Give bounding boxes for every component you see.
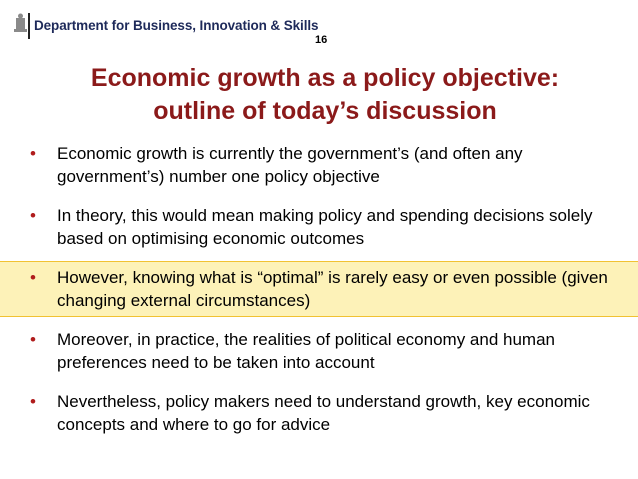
- bullet-text: Nevertheless, policy makers need to understand growth, key economic concepts and where to go for advice: [57, 392, 590, 434]
- bullet-text: Moreover, in practice, the realities of political economy and human preferences need to be taken into account: [57, 330, 555, 372]
- bullet-marker: •: [30, 392, 36, 411]
- bullet-item-highlighted: [0, 261, 638, 317]
- bullet-list: [0, 142, 638, 452]
- bullet-item: [0, 204, 638, 250]
- bullet-text: However, knowing what is “optimal” is rarely easy or even possible (given changing external circumstances): [57, 268, 608, 310]
- header-divider: [28, 13, 30, 39]
- royal-crest-icon: [12, 12, 34, 38]
- bullet-marker: •: [30, 330, 36, 349]
- header: [10, 12, 328, 46]
- bullet-marker: •: [30, 268, 36, 287]
- bullet-text: In theory, this would mean making policy and spending decisions solely based on optimising economic outcomes: [57, 206, 593, 248]
- slide-number: 16: [315, 34, 328, 46]
- organisation-name: Department for Business, Innovation & Skills: [34, 18, 319, 33]
- title-line-1: Economic growth as a policy objective:: [90, 64, 560, 92]
- slide-title: [30, 62, 620, 128]
- title-line-2: outline of today’s discussion: [153, 97, 497, 125]
- bullet-marker: •: [30, 206, 36, 225]
- bullet-item: [0, 390, 638, 436]
- bullet-item: [0, 328, 638, 374]
- bullet-item: [0, 142, 638, 188]
- bullet-marker: •: [30, 144, 36, 163]
- bullet-text: Economic growth is currently the government’s (and often any government’s) number one policy objective: [57, 144, 523, 186]
